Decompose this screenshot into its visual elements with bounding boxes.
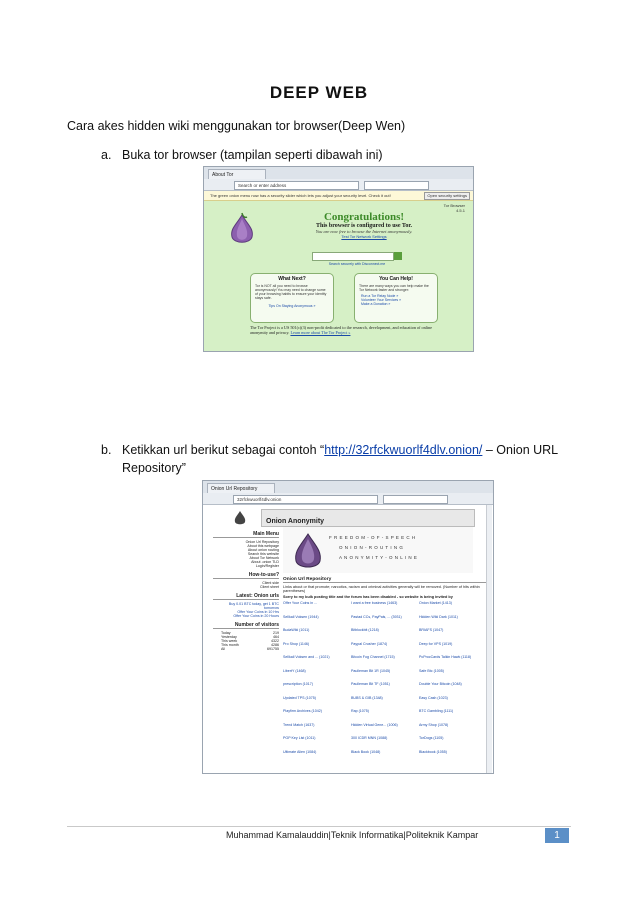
- onion-link-item: Army Shop (1078): [419, 722, 449, 727]
- tor-corner-version: 4.5.1: [456, 208, 465, 213]
- onion-menu-item: About onion routing: [247, 548, 279, 552]
- tor-notice-text: The green onion menu now has a security slider which lets you adjust your security level. Check it out!: [210, 193, 391, 198]
- page-number: 1: [545, 828, 569, 843]
- tor-notice-bar: [204, 191, 473, 201]
- onion-menu-item: Search this website: [247, 552, 279, 556]
- step-b-marker: b.: [101, 443, 112, 457]
- onion-main-menu-title: Main Menu: [213, 531, 279, 538]
- tor-security-settings-button: Open security settings: [424, 192, 470, 200]
- onion-link-item: Trend Match (1637): [283, 722, 315, 727]
- onion-url-link[interactable]: http://32rfckwuorlf4dlv.onion/: [324, 443, 483, 457]
- tor-help-item: Volunteer Your Services »: [361, 298, 402, 302]
- tor-search-button: [394, 252, 402, 260]
- tor-line: You are now free to browse the Internet anonymously.: [315, 229, 413, 234]
- tor-help-item: Run a Tor Relay Node »: [361, 294, 399, 298]
- tor-project-description: The Tor Project is a US 501(c)(3) non-profit dedicated to the research, development, and education of online anonymity and privacy.: [250, 325, 432, 335]
- onion-link-item: Paypal Crusher (1874): [351, 641, 388, 646]
- onion-link-item: PGP Key List (1011): [283, 736, 316, 740]
- onion-link-item: Paulleman Bit 1R (1045): [351, 668, 391, 673]
- onion-link-columns: [283, 601, 488, 771]
- onion-menu-item: Login/Register: [255, 564, 279, 568]
- onion-visitor-row: Yesterday 464: [221, 635, 279, 639]
- onion-link-item: Blackbook (1055): [419, 749, 447, 754]
- tor-whats-next-title: What Next?: [278, 276, 306, 282]
- onion-menu-item: Onion Url Repository: [245, 540, 279, 544]
- onion-visitors-title: Number of visitors: [213, 622, 279, 629]
- step-b-text: [122, 443, 558, 457]
- onion-link-item: Sellkali Voksen and ... (1021): [283, 655, 330, 659]
- tor-test-link: Test Tor Network Settings: [341, 234, 387, 239]
- onion-link-item: Onion Market (1413): [419, 601, 452, 605]
- step-b-before: Ketikkan url berikut sebagai contoh “: [122, 443, 325, 457]
- onion-link-item: Bitblockbit (1218): [351, 628, 379, 632]
- onion-visitor-row: This month 4286: [221, 643, 279, 647]
- onion-tab: Onion Url Repository: [207, 483, 275, 494]
- onion-banner-line3: A N O N Y M I T Y - O N L I N E: [339, 555, 418, 560]
- tor-help-text: There are many ways you can help make the Tor Network faster and stronger:: [359, 284, 429, 292]
- onion-link-item: Ultimate Alien (1084): [283, 749, 317, 754]
- tor-whats-next-box: [250, 273, 334, 323]
- tor-onion-logo: [226, 211, 258, 247]
- tor-corner-label: Tor Browser: [443, 203, 465, 208]
- tor-tab: About Tor: [208, 169, 266, 180]
- onion-link-item: Offer Your Coins in ...: [283, 601, 318, 605]
- onion-header-bar: [261, 509, 475, 527]
- tor-whats-next-link: Tips On Staying Anonymous »: [268, 304, 316, 308]
- tor-search-caption: Search securely with Disconnect.me: [328, 262, 386, 266]
- onion-visitor-row: This week 4322: [221, 639, 279, 643]
- onion-url-bar: 32rfckwuorlf4dlv.onion: [233, 495, 378, 504]
- onion-link-item: Playfirm Archives (1042): [283, 709, 322, 713]
- onion-link-item: BUBS & GIB (1348): [351, 695, 383, 700]
- footer-text: Muhammad Kamalauddin|Teknik Informatika|Politeknik Kampar: [226, 830, 479, 840]
- tor-search-input: [312, 252, 394, 261]
- tor-help-title: You Can Help!: [379, 276, 413, 282]
- tor-search-bar: [364, 181, 429, 190]
- step-b-line2: Repository”: [122, 461, 186, 475]
- onion-search-bar: [383, 495, 448, 504]
- tor-help-box: [354, 273, 438, 323]
- step-a-text: Buka tor browser (tampilan seperti dibawah ini): [122, 148, 383, 162]
- onion-page: [203, 505, 493, 773]
- onion-link-item: BRIAFS (1047): [419, 628, 444, 632]
- tor-project-text: [250, 325, 440, 335]
- onion-menu-item: About Tor Network: [249, 556, 279, 560]
- onion-link-item: Paulleman Bit TF (1051): [351, 682, 390, 686]
- step-b-after: – Onion URL: [482, 443, 559, 457]
- onion-menu-item: About this webpage: [247, 544, 279, 548]
- onion-visitor-row: Today 219: [221, 631, 279, 635]
- onion-visitor-row: All 691755: [221, 647, 279, 651]
- onion-link-item: BTC Gambling (1111): [419, 709, 454, 713]
- onion-link-item: TorDogs (1105): [419, 736, 444, 740]
- onion-link-item: LibertY (1468): [283, 668, 306, 673]
- onion-link-item: Bitcoin Fog Channel (1715): [351, 655, 395, 659]
- onion-link-item: Hidden Virtual Gene... (1006): [351, 722, 398, 727]
- footer-rule: [67, 826, 571, 827]
- onion-link-item: Pastad CCs, PayPals, ... (3931): [351, 614, 402, 619]
- onion-repository-screenshot: [202, 480, 494, 774]
- onion-latest-title: Latest: Onion urls: [213, 593, 279, 600]
- tor-project-link: Learn more about The Tor Project »: [290, 330, 351, 335]
- onion-logo-icon: [233, 510, 247, 526]
- onion-link-item: BudaWiki (1011): [283, 628, 310, 632]
- onion-latest-item: Offer Your Coins in 20 Hours: [233, 614, 279, 618]
- step-a-marker: a.: [101, 148, 112, 162]
- onion-how-to-use-title: How-to-use?: [213, 572, 279, 579]
- onion-banner-line2: O N I O N - R O U T I N G: [339, 545, 404, 550]
- onion-banner-icon: [291, 531, 325, 571]
- tor-whats-next-text: Tor is NOT all you need to browse anonymously! You may need to change some of your browsing habits to ensure your identity stays safe.: [255, 284, 327, 300]
- onion-toolbar: [203, 493, 493, 505]
- onion-header-title: Onion Anonymity: [266, 518, 325, 525]
- tor-toolbar: [204, 179, 473, 191]
- onion-link-item: Updated TPS (1075): [283, 695, 316, 700]
- onion-link-item: Pro Shop (1146): [283, 641, 310, 646]
- onion-how-item: Client sheet: [260, 585, 279, 589]
- onion-link-item: Hidden Wiki Dark (1011): [419, 614, 458, 619]
- onion-link-item: Double Your Bitcoin (1048): [419, 682, 462, 686]
- onion-link-item: 300 ICDR MNN (1088): [351, 736, 388, 740]
- tor-page: [204, 201, 473, 351]
- onion-repo-text: Links about or that promote; narcotics, racism and criminal activities generally will be removed. (Number of hits within parentheses): [283, 585, 480, 593]
- onion-latest-item: Offer Your Coins in 10 Hrs: [237, 610, 279, 614]
- onion-banner-line1: F R E E D O M - O F - S P E E C H: [329, 535, 416, 540]
- onion-link-item: Rap (1075): [351, 709, 369, 713]
- tor-help-item: Make a Donation »: [361, 302, 391, 306]
- onion-link-item: Safe Btc (1005): [419, 668, 444, 673]
- onion-link-item: Sellkali Voksen (1944): [283, 614, 319, 619]
- onion-latest-item: Buy 0.01 BTC today, get 1 BTC tomorrow: [228, 602, 279, 610]
- onion-link-item: PcProcCards Talkin Hawk (1118): [419, 655, 472, 659]
- tor-url-bar: Search or enter address: [234, 181, 359, 190]
- onion-repo-notice: Sorry to my bulk posting title and the forum has been disabled - so website is being invited by: [283, 595, 453, 599]
- onion-link-item: prescription (1017): [283, 682, 313, 686]
- onion-scrollbar: [486, 505, 492, 773]
- tor-heading: Congratulations!: [323, 211, 405, 223]
- tor-subheading: This browser is configured to use Tor.: [316, 223, 412, 229]
- onion-menu-item: About .onion TLD: [251, 560, 279, 564]
- tor-browser-screenshot: [203, 166, 474, 352]
- onion-banner: [283, 527, 473, 573]
- onion-link-item: Easy Cash (1023): [419, 695, 448, 700]
- onion-repo-section: [283, 577, 488, 599]
- onion-sidebar: [213, 531, 279, 651]
- intro-text: Cara akes hidden wiki menggunakan tor browser(Deep Wen): [67, 119, 406, 133]
- onion-link-item: I want a free business (1463): [351, 601, 398, 605]
- page-title: DEEP WEB: [269, 83, 369, 102]
- onion-link-item: Black Book (1048): [351, 749, 381, 754]
- onion-repo-title: Onion Url Repository: [283, 577, 488, 583]
- onion-how-item: Client side: [262, 581, 279, 585]
- onion-link-item: Deep for VPS (1019): [419, 641, 453, 646]
